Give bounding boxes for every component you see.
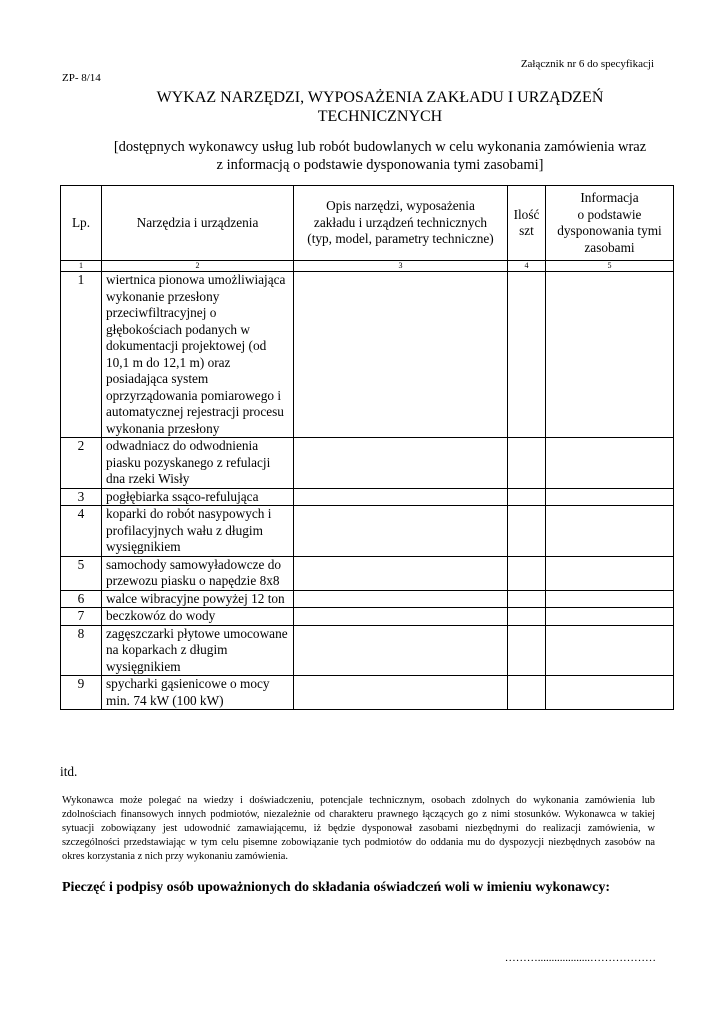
column-number: 5 (546, 261, 674, 272)
subtitle-line-1: [dostępnych wykonawcy usług lub robót budowlanych w celu wykonania zamówienia wraz (113, 139, 647, 155)
row-lp: 7 (61, 608, 102, 626)
row-info-cell[interactable] (546, 608, 674, 626)
header-info-line-4: zasobami (584, 239, 635, 255)
header-description-line-1: Opis narzędzi, wyposażenia (326, 198, 475, 214)
row-lp: 4 (61, 506, 102, 557)
column-number: 3 (294, 261, 508, 272)
row-tool-name: koparki do robót nasypowych i profilacyjnych wału z długim wysięgnikiem (102, 506, 294, 557)
header-description-line-2: zakładu i urządzeń technicznych (313, 214, 488, 230)
row-description-cell[interactable] (294, 506, 508, 557)
table-row (61, 438, 674, 489)
page-subtitle (80, 138, 680, 174)
row-description-cell[interactable] (294, 676, 508, 710)
row-tool-name: wiertnica pionowa umożliwiająca wykonanie przesłony przeciwfiltracyjnej o głębokościach podanych w dokumentacji projektowej (od 10,1 m do 12,1 m) oraz posiadająca system oprzyrządowania pomiarowego i automatycznej rejestracji procesu wykonania przesłony (102, 272, 294, 438)
row-lp: 6 (61, 590, 102, 608)
table-row (61, 556, 674, 590)
row-info-cell[interactable] (546, 556, 674, 590)
row-tool-name: beczkowóz do wody (102, 608, 294, 626)
header-lp: Lp. (61, 186, 102, 261)
row-quantity-cell[interactable] (508, 676, 546, 710)
row-tool-name: samochody samowyładowcze do przewozu piasku o napędzie 8x8 (102, 556, 294, 590)
row-quantity-cell[interactable] (508, 556, 546, 590)
header-description-line-3: (typ, model, parametry techniczne) (307, 231, 494, 247)
row-description-cell[interactable] (294, 438, 508, 489)
row-info-cell[interactable] (546, 625, 674, 676)
row-tool-name: zagęszczarki płytowe umocowane na koparkach z długim wysięgnikiem (102, 625, 294, 676)
attachment-label: Załącznik nr 6 do specyfikacji (520, 58, 654, 70)
row-description-cell[interactable] (294, 556, 508, 590)
row-info-cell[interactable] (546, 506, 674, 557)
row-info-cell[interactable] (546, 590, 674, 608)
column-number: 1 (61, 261, 102, 272)
page-title (120, 88, 640, 126)
row-quantity-cell[interactable] (508, 590, 546, 608)
signature-line[interactable]: ………...................……………… (504, 952, 656, 964)
row-quantity-cell[interactable] (508, 272, 546, 438)
header-info (546, 186, 674, 261)
row-tool-name: pogłębiarka ssąco-refulująca (102, 488, 294, 506)
legal-note: Wykonawca może polegać na wiedzy i doświadczeniu, potencjale technicznym, osobach zdolnych do wykonania zamówienia lub zdolnościach finansowych innych podmiotów, niezależnie od charakteru prawnego łączących go z nimi stosunków. Wykonawca w takiej sytuacji zobowiązany jest udowodnić zamawiającemu, iż będzie dysponował zasobami niezbędnymi do realizacji zamówienia, w szczególności przedstawiając w tym celu pisemne zobowiązanie tych podmiotów do oddania mu do dyspozycji niezbędnych zasobów na okres korzystania z nich przy wykonaniu zamówienia. (62, 795, 655, 862)
header-quantity-line-2: szt (519, 223, 534, 238)
row-lp: 2 (61, 438, 102, 489)
table-row (61, 608, 674, 626)
subtitle-line-2: z informacją o podstawie dysponowania tymi zasobami] (216, 157, 544, 173)
row-lp: 8 (61, 625, 102, 676)
column-number: 2 (102, 261, 294, 272)
row-description-cell[interactable] (294, 625, 508, 676)
row-description-cell[interactable] (294, 272, 508, 438)
row-tool-name: odwadniacz do odwodnienia piasku pozyskanego z refulacji dna rzeki Wisły (102, 438, 294, 489)
row-lp: 3 (61, 488, 102, 506)
row-description-cell[interactable] (294, 488, 508, 506)
header-tools: Narzędzia i urządzenia (102, 186, 294, 261)
row-info-cell[interactable] (546, 488, 674, 506)
table-header-row (61, 186, 674, 261)
table-row (61, 625, 674, 676)
row-tool-name: walce wibracyjne powyżej 12 ton (102, 590, 294, 608)
row-description-cell[interactable] (294, 590, 508, 608)
row-quantity-cell[interactable] (508, 608, 546, 626)
table-row (61, 488, 674, 506)
table-row (61, 676, 674, 710)
equipment-table (60, 185, 674, 710)
row-lp: 9 (61, 676, 102, 710)
row-tool-name: spycharki gąsienicowe o mocy min. 74 kW (100 kW) (102, 676, 294, 710)
title-line-1: WYKAZ NARZĘDZI, WYPOSAŻENIA ZAKŁADU I URZĄDZEŃ (156, 89, 604, 106)
row-quantity-cell[interactable] (508, 488, 546, 506)
header-description (294, 186, 508, 261)
row-quantity-cell[interactable] (508, 506, 546, 557)
row-info-cell[interactable] (546, 676, 674, 710)
table-row (61, 272, 674, 438)
column-number: 4 (508, 261, 546, 272)
column-numbers-row (61, 261, 674, 272)
signature-label: Pieczęć i podpisy osób upoważnionych do składania oświadczeń woli w imieniu wykonawcy: (62, 880, 611, 895)
row-info-cell[interactable] (546, 438, 674, 489)
table-row (61, 506, 674, 557)
title-line-2: TECHNICZNYCH (317, 108, 443, 125)
row-quantity-cell[interactable] (508, 625, 546, 676)
row-lp: 1 (61, 272, 102, 438)
itd-label: itd. (60, 764, 78, 779)
table-row (61, 590, 674, 608)
reference-number: ZP- 8/14 (62, 72, 101, 84)
header-info-line-2: o podstawie (577, 206, 642, 222)
header-quantity-line-1: Ilość (513, 206, 540, 222)
header-info-line-3: dysponowania tymi (557, 223, 662, 238)
row-quantity-cell[interactable] (508, 438, 546, 489)
row-info-cell[interactable] (546, 272, 674, 438)
header-info-line-1: Informacja (580, 190, 639, 205)
header-quantity (508, 186, 546, 261)
row-description-cell[interactable] (294, 608, 508, 626)
row-lp: 5 (61, 556, 102, 590)
